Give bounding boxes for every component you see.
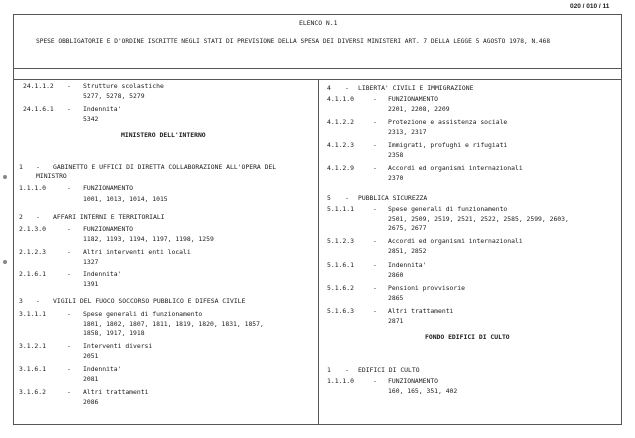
section-title-cont: MINISTRO — [36, 172, 67, 180]
entry-code: 4.1.1.0 — [327, 95, 354, 103]
entry-label: Spese generali di funzionamento — [83, 310, 203, 318]
entry-label: FUNZIONAMENTO — [388, 377, 439, 385]
entry-chapters: 1327 — [83, 258, 99, 266]
entry-dash: - — [373, 164, 377, 172]
entry-dash: - — [373, 237, 377, 245]
entry-code: 4.1.2.2 — [327, 118, 354, 126]
entry-chapters: 1182, 1193, 1194, 1197, 1198, 1259 — [83, 235, 214, 243]
entry-chapters: 2313, 2317 — [388, 128, 427, 136]
section-number: 2 — [19, 213, 23, 221]
entry-code: 5.1.6.1 — [327, 261, 354, 269]
entry-label: Strutture scolastiche — [83, 82, 164, 90]
section-dash: - — [345, 366, 349, 374]
entry-label: Indennita' — [83, 105, 122, 113]
entry-dash: - — [373, 95, 377, 103]
entry-code: 2.1.6.1 — [19, 270, 46, 278]
entry-label: Accordi ed organismi internazionali — [388, 164, 523, 172]
entry-code: 3.1.6.2 — [19, 388, 46, 396]
entry-code: 3.1.6.1 — [19, 365, 46, 373]
entry-chapters: 2851, 2852 — [388, 247, 427, 255]
entry-chapters: 2501, 2509, 2519, 2521, 2522, 2585, 2599, 2603, — [388, 215, 569, 223]
entry-code: 3.1.1.1 — [19, 310, 46, 318]
section-dash: - — [36, 163, 40, 171]
section-title: VIGILI DEL FUOCO SOCCORSO PUBBLICO E DIFESA CIVILE — [53, 297, 246, 305]
document-code: 020 / 010 / 11 — [570, 3, 610, 10]
ministry-title: MINISTERO DELL'INTERNO — [121, 131, 206, 139]
section-title: LIBERTA' CIVILI E IMMIGRAZIONE — [358, 84, 474, 92]
section-dash: - — [345, 194, 349, 202]
entry-code: 1.1.1.0 — [19, 184, 46, 192]
entry-dash: - — [67, 248, 71, 256]
entry-code: 4.1.2.9 — [327, 164, 354, 172]
section-number: 1 — [327, 366, 331, 374]
entry-label: Altri trattamenti — [388, 307, 454, 315]
column-divider — [318, 79, 319, 425]
entry-chapters-cont: 1858, 1917, 1918 — [83, 329, 145, 337]
section-dash: - — [345, 84, 349, 92]
entry-dash: - — [67, 82, 71, 90]
entry-chapters: 160, 165, 351, 402 — [388, 387, 458, 395]
entry-label: Altri trattamenti — [83, 388, 149, 396]
entry-dash: - — [373, 284, 377, 292]
entry-dash: - — [373, 205, 377, 213]
entry-code: 2.1.3.0 — [19, 225, 46, 233]
entry-dash: - — [373, 261, 377, 269]
entry-code: 24.1.6.1 — [23, 105, 54, 113]
document-title: ELENCO N.1 — [299, 19, 338, 27]
entry-chapters: 2370 — [388, 174, 404, 182]
section-number: 4 — [327, 84, 331, 92]
entry-chapters: 2051 — [83, 352, 99, 360]
binder-hole-mark — [3, 260, 7, 264]
entry-chapters: 1001, 1013, 1014, 1015 — [83, 195, 168, 203]
entry-code: 5.1.1.1 — [327, 205, 354, 213]
entry-chapters: 2358 — [388, 151, 404, 159]
entry-label: Indennita' — [388, 261, 427, 269]
entry-chapters: 2871 — [388, 317, 404, 325]
entry-dash: - — [67, 388, 71, 396]
entry-label: FUNZIONAMENTO — [83, 225, 134, 233]
entry-chapters: 2201, 2208, 2209 — [388, 105, 450, 113]
entry-dash: - — [373, 141, 377, 149]
entry-label: FUNZIONAMENTO — [388, 95, 439, 103]
entry-label: Indennita' — [83, 270, 122, 278]
entry-label: Spese generali di funzionamento — [388, 205, 508, 213]
entry-code: 5.1.2.3 — [327, 237, 354, 245]
entry-code: 2.1.2.3 — [19, 248, 46, 256]
entry-chapters-cont: 2675, 2677 — [388, 224, 427, 232]
entry-label: Interventi diversi — [83, 342, 153, 350]
section-number: 3 — [19, 297, 23, 305]
section-title: PUBBLICA SICUREZZA — [358, 194, 428, 202]
entry-chapters: 2086 — [83, 398, 99, 406]
section-number: 1 — [19, 163, 23, 171]
entry-dash: - — [67, 270, 71, 278]
entry-chapters: 1391 — [83, 280, 99, 288]
entry-label: Indennita' — [83, 365, 122, 373]
entry-dash: - — [67, 342, 71, 350]
entry-code: 5.1.6.3 — [327, 307, 354, 315]
entry-label: Pensioni provvisorie — [388, 284, 465, 292]
fund-title: FONDO EDIFICI DI CULTO — [425, 333, 510, 341]
section-dash: - — [36, 297, 40, 305]
entry-chapters: 1801, 1802, 1807, 1811, 1819, 1820, 1831, 1857, — [83, 320, 264, 328]
entry-label: Altri interventi enti locali — [83, 248, 191, 256]
document-subtitle: SPESE OBBLIGATORIE E D'ORDINE ISCRITTE NEGLI STATI DI PREVISIONE DELLA SPESA DEI DIVERSI MINISTERI ART. 7 DELLA LEGGE 5 AGOSTO 1978, N.468 — [36, 38, 551, 45]
entry-dash: - — [67, 310, 71, 318]
entry-label: Immigrati, profughi e rifugiati — [388, 141, 508, 149]
entry-dash: - — [67, 225, 71, 233]
entry-code: 4.1.2.3 — [327, 141, 354, 149]
header-divider-top — [13, 68, 622, 69]
entry-code: 5.1.6.2 — [327, 284, 354, 292]
entry-chapters: 2860 — [388, 271, 404, 279]
entry-dash: - — [373, 307, 377, 315]
entry-dash: - — [67, 184, 71, 192]
entry-code: 3.1.2.1 — [19, 342, 46, 350]
entry-chapters: 2081 — [83, 375, 99, 383]
section-dash: - — [36, 213, 40, 221]
section-number: 5 — [327, 194, 331, 202]
binder-hole-mark — [3, 175, 7, 179]
entry-label: FUNZIONAMENTO — [83, 184, 134, 192]
entry-code: 1.1.1.0 — [327, 377, 354, 385]
entry-label: Protezione e assistenza sociale — [388, 118, 508, 126]
entry-chapters: 2865 — [388, 294, 404, 302]
entry-label: Accordi ed organismi internazionali — [388, 237, 523, 245]
section-title: GABINETTO E UFFICI DI DIRETTA COLLABORAZIONE ALL'OPERA DEL — [53, 163, 277, 171]
entry-dash: - — [67, 105, 71, 113]
entry-dash: - — [373, 118, 377, 126]
section-title: AFFARI INTERNI E TERRITORIALI — [53, 213, 165, 221]
entry-dash: - — [67, 365, 71, 373]
section-title: EDIFICI DI CULTO — [358, 366, 420, 374]
entry-dash: - — [373, 377, 377, 385]
entry-chapters: 5342 — [83, 115, 99, 123]
entry-chapters: 5277, 5278, 5279 — [83, 92, 145, 100]
entry-code: 24.1.1.2 — [23, 82, 54, 90]
